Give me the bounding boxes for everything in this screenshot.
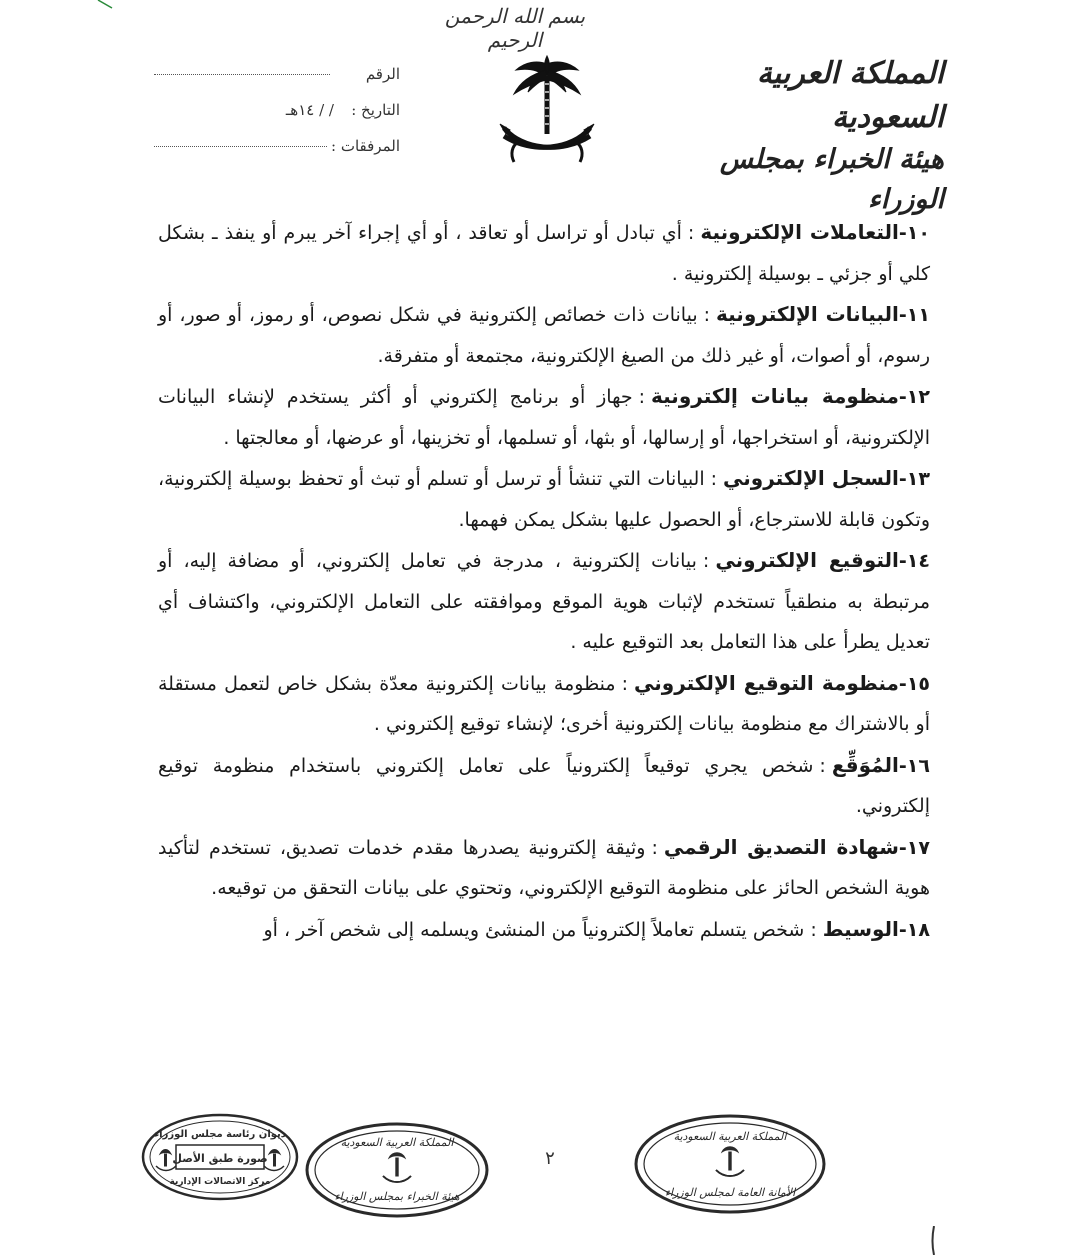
corner-mark [96, 0, 114, 10]
definition-number: ١٧- [898, 836, 930, 859]
stamp-text: المملكة العربية السعودية [673, 1130, 787, 1143]
definition-16: ١٦-المُوَقِّع:شخص يجري توقيعاً إلكترونياً على تعامل إلكتروني باستخدام منظومة توقيع إلكتروني. [158, 752, 930, 817]
definition-term: التعاملات الإلكترونية [700, 220, 899, 244]
stamp-text: الأمانة العامة لمجلس الوزراء [664, 1186, 796, 1199]
date-value: / / ١٤هـ [285, 101, 334, 119]
definition-text: أي تبادل أو تراسل أو تعاقد ، أو أي إجراء آخر يبرم أو ينفذ ـ بشكل كلي أو جزئي ـ بوسيلة إلكترونية . [158, 222, 930, 285]
definition-term: المُوَقِّع [831, 752, 899, 777]
experts-commission-seal [303, 1120, 491, 1220]
date-row [150, 92, 400, 128]
definition-number: ١٣- [898, 468, 930, 490]
definition-15: ١٥-منظومة التوقيع الإلكتروني:منظومة بيانات إلكترونية معدّة بشكل خاص لتعمل مستقلة أو بالاشتراك مع منظومة بيانات إلكترونية أخرى؛ لإنشاء توقيع إلكتروني . [158, 670, 931, 735]
definition-number: ١٥- [898, 672, 931, 695]
stamp-text: صورة طبق الأصل [172, 1152, 268, 1165]
definition-text: منظومة بيانات إلكترونية معدّة بشكل خاص لتعمل مستقلة أو بالاشتراك مع منظومة بيانات إلكترونية أخرى؛ لإنشاء توقيع إلكتروني . [158, 672, 930, 735]
definition-text: شخص يجري توقيعاً إلكترونياً على تعامل إلكتروني باستخدام منظومة توقيع إلكتروني. [158, 754, 930, 817]
definition-number: ١٦- [898, 754, 930, 777]
saudi-emblem-icon [492, 50, 602, 175]
attachments-field-line [154, 145, 327, 147]
date-label: التاريخ : [351, 101, 400, 119]
stamp-text: ديوان رئاسة مجلس الوزراء [154, 1129, 286, 1140]
definition-text: جهاز أو برنامج إلكتروني أو أكثر يستخدم لإنشاء البيانات الإلكترونية، أو استخراجها، أو إرسالها، أو بثها، أو تسلمها، أو تخزينها، أو عرضها، أو معالجتها . [158, 386, 930, 449]
definition-text: البيانات التي تنشأ أو ترسل أو تسلم أو تبث أو تحفظ بوسيلة إلكترونية، وتكون قابلة للاسترجاع، أو الحصول عليها بشكل يمكن فهمها. [158, 468, 930, 531]
definition-text: بيانات ذات خصائص إلكترونية في شكل نصوص، أو رموز، أو صور، أو رسوم، أو أصوات، أو غير ذلك من الصيغ الإلكترونية، مجتمعة أو متفرقة. [158, 304, 930, 367]
definition-number: ١١- [898, 304, 930, 326]
definition-14: ١٤-التوقيع الإلكتروني:بيانات إلكترونية ، مدرجة في تعامل إلكتروني، أو مضافة إليه، أو مرتبطة به منطقياً تستخدم لإثبات هوية الموقع وموافقته على التعامل الإلكتروني، واكتشاف أي تعديل يطرأ على هذا التعامل بعد التوقيع عليه . [158, 548, 930, 653]
letterhead-title [654, 52, 944, 220]
definition-17: ١٧-شهادة التصديق الرقمي:وثيقة إلكترونية يصدرها مقدم خدمات تصديق، تستخدم لتأكيد هوية الشخص الحائز على منظومة التوقيع الإلكتروني، وتحتوي على بيانات التحقق من توقيعه. [158, 834, 930, 899]
definition-term: البيانات الإلكترونية [716, 302, 899, 326]
number-field-line [154, 73, 330, 75]
attachments-label: المرفقات : [331, 137, 400, 155]
reference-block [150, 56, 400, 164]
stamp-text: مركز الاتصالات الإدارية [169, 1177, 271, 1187]
definition-term: منظومة بيانات إلكترونية [651, 384, 899, 408]
basmala: بسم الله الرحمن الرحيم [444, 4, 586, 52]
definition-term: التوقيع الإلكتروني [715, 548, 899, 572]
page-number: ٢ [545, 1148, 555, 1169]
definition-term: شهادة التصديق الرقمي [663, 834, 899, 859]
definition-term: السجل الإلكتروني [723, 466, 899, 490]
definition-term: منظومة التوقيع الإلكتروني [634, 670, 899, 695]
agency-name: هيئة الخبراء بمجلس الوزراء [719, 144, 944, 215]
stamp-text: المملكة العربية السعودية [340, 1136, 454, 1149]
definition-18: ١٨-الوسيط:شخص يتسلم تعاملاً إلكترونياً من المنشئ ويسلمه إلى شخص آخر ، أو [263, 916, 930, 941]
true-copy-stamp-graphic [140, 1112, 300, 1202]
general-secretariat-seal [632, 1112, 828, 1216]
true-copy-stamp [140, 1112, 300, 1202]
experts-commission-seal-graphic [303, 1120, 491, 1220]
definition-number: ١٢- [898, 386, 930, 408]
definition-text: بيانات إلكترونية ، مدرجة في تعامل إلكتروني، أو مضافة إليه، أو مرتبطة به منطقياً تستخدم لإثبات هوية الموقع وموافقته على التعامل الإلكتروني، واكتشاف أي تعديل يطرأ على هذا التعامل بعد التوقيع عليه . [158, 550, 930, 653]
general-secretariat-seal-graphic [632, 1112, 828, 1216]
number-row [150, 56, 400, 92]
definition-text: شخص يتسلم تعاملاً إلكترونياً من المنشئ ويسلمه إلى شخص آخر ، أو [263, 918, 805, 941]
definition-number: ١٨- [898, 918, 930, 941]
definition-12: ١٢-منظومة بيانات إلكترونية:جهاز أو برنامج إلكتروني أو أكثر يستخدم لإنشاء البيانات الإلكترونية، أو استخراجها، أو إرسالها، أو بثها، أو تسلمها، أو تخزينها، أو عرضها، أو معالجتها . [158, 384, 930, 449]
attachments-row [150, 128, 400, 164]
definition-13: ١٣-السجل الإلكتروني:البيانات التي تنشأ أو ترسل أو تسلم أو تبث أو تحفظ بوسيلة إلكترونية، وتكون قابلة للاسترجاع، أو الحصول عليها بشكل يمكن فهمها. [158, 466, 930, 531]
number-label: الرقم [365, 65, 400, 83]
kingdom-name: المملكة العربية السعودية [756, 56, 944, 135]
definition-term: الوسيط [822, 916, 899, 941]
definition-11: ١١-البيانات الإلكترونية:بيانات ذات خصائص إلكترونية في شكل نصوص، أو رموز، أو صور، أو رسوم، أو أصوات، أو غير ذلك من الصيغ الإلكترونية، مجتمعة أو متفرقة. [158, 302, 930, 367]
definition-10: ١٠-التعاملات الإلكترونية:أي تبادل أو تراسل أو تعاقد ، أو أي إجراء آخر يبرم أو ينفذ ـ بشكل كلي أو جزئي ـ بوسيلة إلكترونية . [158, 220, 930, 285]
definition-number: ١٠- [898, 222, 930, 244]
stamp-text: هيئة الخبراء بمجلس الوزراء [334, 1190, 460, 1203]
definitions-list [158, 212, 930, 950]
definition-number: ١٤- [898, 550, 930, 572]
definition-text: وثيقة إلكترونية يصدرها مقدم خدمات تصديق، تستخدم لتأكيد هوية الشخص الحائز على منظومة التوقيع الإلكتروني، وتحتوي على بيانات التحقق من توقيعه. [158, 836, 930, 899]
page-edge-mark [930, 1226, 938, 1255]
